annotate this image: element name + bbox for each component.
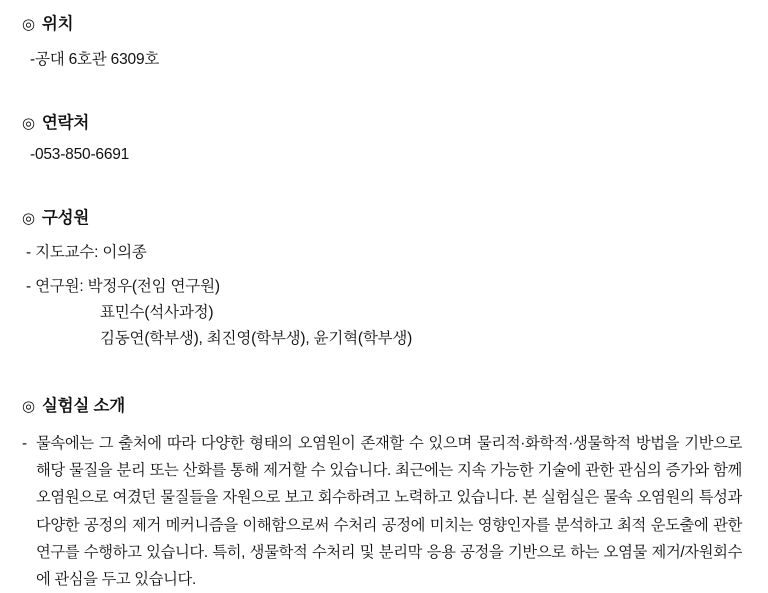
section-location [22,10,742,69]
double-circle-icon: ◎ [22,16,35,33]
section-title-text: 실험실 소개 [41,397,125,415]
section-heading-members [22,204,742,228]
section-members [22,204,742,348]
section-contact [22,109,742,164]
spacer-after-contact [22,164,742,204]
dash-marker: - [22,435,27,452]
lab-intro-paragraph-text: 물속에는 그 출처에 따라 다양한 형태의 오염원이 존재할 수 있으며 물리적·화학적·생물학적 방법을 기반으로 해당 물질을 분리 또는 산화를 통해 제거할 수 있습니다. 최근에는 지속 가능한 기술에 관한 관심의 증가와 함께 오염원으로 여겼던 물질들을 자원으로 보고 회수하려고 노력하고 있습니다. 본 실험실은 물속 오염원의 특성과 다양한 공정의 제거 메커니즘을 이해함으로써 수처리 공정에 미치는 영향인자를 분석하고 최적 운도출에 관한 연구를 수행하고 있습니다. 특히, 생물학적 수처리 및 분리막 응용 공정을 기반으로 하는 오염물 제거/자원회수에 관심을 두고 있습니다. [36,435,742,589]
spacer-after-members [22,348,742,392]
section-title-text: 위치 [41,15,74,33]
contact-phone-value: -053-850-6691 [30,146,130,163]
lab-intro-body [22,430,742,593]
member-masters: 표민수(석사과정) [100,304,214,321]
section-title-text: 구성원 [41,209,90,227]
lab-intro-paragraph-wrap [22,430,742,593]
section-heading-contact [22,109,742,133]
location-value: -공대 6호관 6309호 [30,51,160,68]
member-advisor: - 지도교수: 이의종 [26,244,147,261]
double-circle-icon: ◎ [22,115,35,132]
member-researcher: - 연구원: 박정우(전임 연구원) [26,278,220,295]
double-circle-icon: ◎ [22,398,35,415]
spacer-after-location [22,69,742,109]
section-heading-lab-intro [22,392,742,416]
section-heading-location [22,10,742,34]
double-circle-icon: ◎ [22,210,35,227]
section-title-text: 연락처 [41,114,90,132]
section-lab-intro [22,392,742,593]
member-undergrads: 김동연(학부생), 최진영(학부생), 윤기혁(학부생) [100,330,413,347]
